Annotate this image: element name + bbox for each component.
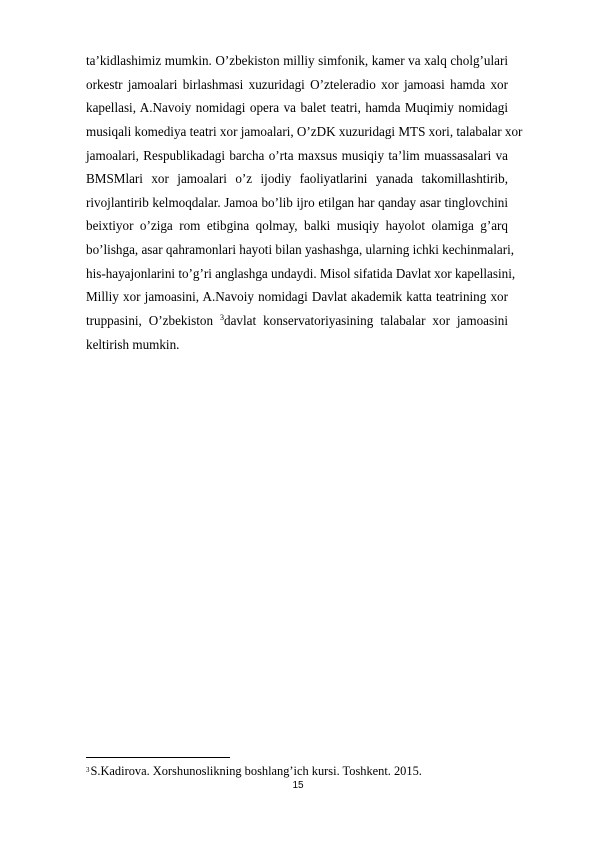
footnote-mark: 3: [86, 766, 90, 774]
text-line: Milliy xor jamoasini, A.Navoiy nomidagi Davlat akademik katta teatrining xor: [86, 289, 508, 305]
text-line: jamoalari, Respublikadagi barcha o’rta maxsus musiqiy ta’lim muassasalari va: [86, 147, 508, 163]
text-line-with-footnote-ref: [86, 309, 508, 333]
page-number: 15: [292, 780, 304, 791]
text-line: beixtiyor o’ziga rom etibgina qolmay, balki musiqiy hayolot olamiga g’arq: [86, 218, 508, 234]
text-line: ta’kidlashimiz mumkin. O’zbekiston milliy simfonik, kamer va xalq cholg’ulari: [86, 53, 508, 68]
text-line: BMSMlari xor jamoalari o’z ijodiy faoliyatlarini yanada takomillashtirib,: [86, 171, 508, 187]
text-line: kapellasi, A.Navoiy nomidagi opera va balet teatri, hamda Muqimiy nomidagi: [86, 100, 508, 116]
text-segment: truppasini, O’zbekiston: [86, 313, 220, 329]
text-line: rivojlantirib kelmoqdalar. Jamoa bo’lib ijro etilgan har qanday asar tinglovchini: [86, 194, 508, 210]
body-text: [86, 49, 523, 356]
text-line: his-hayajonlarini to’g’ri anglashga undaydi. Misol sifatida Davlat xor kapellasini,: [86, 265, 516, 281]
footnote-reference[interactable]: 3: [220, 313, 224, 323]
text-line: musiqali komediya teatri xor jamoalari, O’zDK xuzuridagi MTS xori, talabalar xor: [86, 123, 523, 139]
text-line: keltirish mumkin.: [86, 336, 180, 352]
footnote-separator: [86, 757, 230, 758]
text-line: bo’lishga, asar qahramonlari hayoti bilan yashashga, ularning ichki kechinmalari,: [86, 242, 515, 258]
text-segment: davlat konservatoriyasining talabalar xor jamoasini: [224, 313, 508, 329]
text-line: orkestr jamoalari birlashmasi xuzuridagi O’zteleradio xor jamoasi hamda xor: [86, 76, 508, 92]
footnote: [86, 764, 422, 779]
footnote-text: S.Kadirova. Xorshunoslikning boshlang’ich kursi. Toshkent. 2015.: [90, 764, 422, 778]
